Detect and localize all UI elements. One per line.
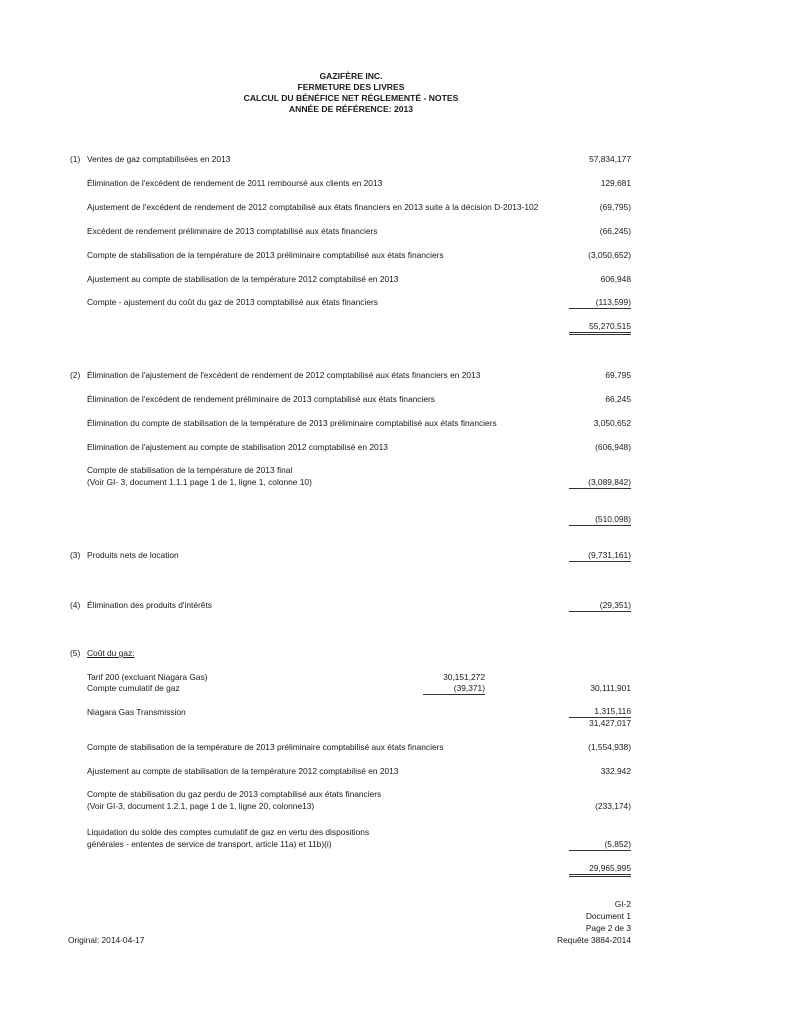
note-1-item-label: Ajustement de l'excédent de rendement de 2012 comptabilisé aux états financiers en 2013 suite à la décision D-2013-102	[87, 202, 539, 212]
note-1-item-amount: (69,795)	[599, 202, 631, 212]
note-2-final-label: Compte de stabilisation de la température de 2013 final	[87, 465, 293, 475]
note-2-item-label: Élimination de l'excédent de rendement préliminaire de 2013 comptabilisé aux états financiers	[87, 394, 435, 404]
note-2-item-label: Elimination de l'ajustement au compte de stabilisation 2012 comptabilisé en 2013	[87, 442, 388, 452]
footer-request-ref: Requête 3884-2014	[556, 935, 631, 945]
niagara-gas-label: Niagara Gas Transmission	[87, 707, 186, 717]
footer-page-ref: Page 2 de 3	[585, 923, 631, 933]
company-name: GAZIFÈRE INC.	[319, 71, 383, 81]
note-2-item-label: Élimination de l'ajustement de l'excédent de rendement de 2012 comptabilisé aux états financiers en 2013	[87, 370, 481, 380]
note-2-total: (510,098)	[569, 514, 631, 526]
note-2-item-amount: 3,050,652	[593, 418, 631, 428]
header-line-3: CALCUL DU BÉNÉFICE NET RÉGLEMENTÉ - NOTES	[243, 93, 459, 103]
footer-exhibit-ref: GI-2	[614, 899, 631, 909]
header-line-4: ANNÉE DE RÉFÉRENCE: 2013	[288, 104, 414, 114]
note-2-item-amount: (606,948)	[595, 442, 631, 452]
header-line-2: FERMETURE DES LIVRES	[297, 82, 405, 92]
note-1-item-amount: (113,599)	[569, 297, 631, 309]
gaz-perdu-label: Compte de stabilisation du gaz perdu de 2013 comptabilisé aux états financiers	[87, 789, 382, 799]
note-5-subtotal-2: 31,427,017	[589, 718, 631, 728]
liquidation-amount: (5,852)	[569, 839, 631, 851]
note-2-item-amount: 66,245	[605, 394, 631, 404]
note-2-item-label: Élimination du compte de stabilisation de la température de 2013 préliminaire comptabilisé aux états financiers	[87, 418, 497, 428]
note-5-total: 29,965,995	[569, 863, 631, 877]
note-1-item-amount: (66,245)	[599, 226, 631, 236]
liquidation-label-2: générales - ententes de service de transport, article 11a) et 11b)(i)	[87, 839, 332, 849]
note-1-item-amount: (3,050,652)	[588, 250, 631, 260]
note-1-item-amount: 129,681	[600, 178, 631, 188]
note-1-item-label: Compte de stabilisation de la température de 2013 préliminaire comptabilisé aux états financiers	[87, 250, 444, 260]
note-1-item-amount: 606,948	[600, 274, 631, 284]
note-5-subtotal-1: 30,111,901	[590, 683, 631, 693]
footer-original-date: Original: 2014-04-17	[68, 935, 145, 945]
note-1-item-label: Ventes de gaz comptabilisées en 2013	[87, 154, 231, 164]
footer-document-ref: Document 1	[585, 911, 631, 921]
note-4-label: Élimination des produits d'intérêts	[87, 600, 212, 610]
note-1-item-label: Excédent de rendement préliminaire de 2013 comptabilisé aux états financiers	[87, 226, 378, 236]
note-2-final-reference: (Voir GI- 3, document 1.1.1 page 1 de 1, ligne 1, colonne 10)	[87, 477, 312, 487]
note-3-label: Produits nets de location	[87, 550, 179, 560]
compte-cumulatif-amount: (39,371)	[423, 683, 485, 695]
tarif-200-amount: 30,151,272	[443, 672, 485, 682]
stabilisation-amount: (1,554,938)	[588, 742, 631, 752]
note-1-number: (1)	[70, 154, 81, 164]
note-5-number: (5)	[70, 648, 81, 658]
note-1-item-label: Ajustement au compte de stabilisation de la température 2012 comptabilisé en 2013	[87, 274, 399, 284]
note-3-amount: (9,731,161)	[569, 550, 631, 562]
gaz-perdu-reference: (Voir GI-3, document 1.2.1, page 1 de 1, ligne 20, colonne13)	[87, 801, 315, 811]
note-1-item-amount: 57,834,177	[589, 154, 631, 164]
note-2-number: (2)	[70, 370, 81, 380]
note-4-amount: (29,351)	[569, 600, 631, 612]
note-4-number: (4)	[70, 600, 81, 610]
niagara-gas-amount: 1,315,116	[569, 706, 631, 718]
ajustement-label: Ajustement au compte de stabilisation de la température 2012 comptabilisé en 2013	[87, 766, 399, 776]
tarif-200-label: Tarif 200 (excluant Niagara Gas)	[87, 672, 208, 682]
liquidation-label: Liquidation du solde des comptes cumulatif de gaz en vertu des dispositions	[87, 827, 370, 837]
note-5-title: Coût du gaz:	[87, 648, 135, 658]
ajustement-amount: 332,942	[600, 766, 631, 776]
gaz-perdu-amount: (233,174)	[595, 801, 631, 811]
note-3-number: (3)	[70, 550, 81, 560]
note-2-final-amount: (3,089,842)	[569, 477, 631, 489]
note-2-item-amount: 69,795	[605, 370, 631, 380]
note-1-item-label: Compte - ajustement du coût du gaz de 2013 comptabilisé aux états financiers	[87, 297, 378, 307]
note-1-total: 55,270,515	[569, 321, 631, 335]
note-1-item-label: Élimination de l'excédent de rendement de 2011 remboursé aux clients en 2013	[87, 178, 383, 188]
compte-cumulatif-label: Compte cumulatif de gaz	[87, 683, 180, 693]
stabilisation-label: Compte de stabilisation de la température de 2013 préliminaire comptabilisé aux états financiers	[87, 742, 444, 752]
